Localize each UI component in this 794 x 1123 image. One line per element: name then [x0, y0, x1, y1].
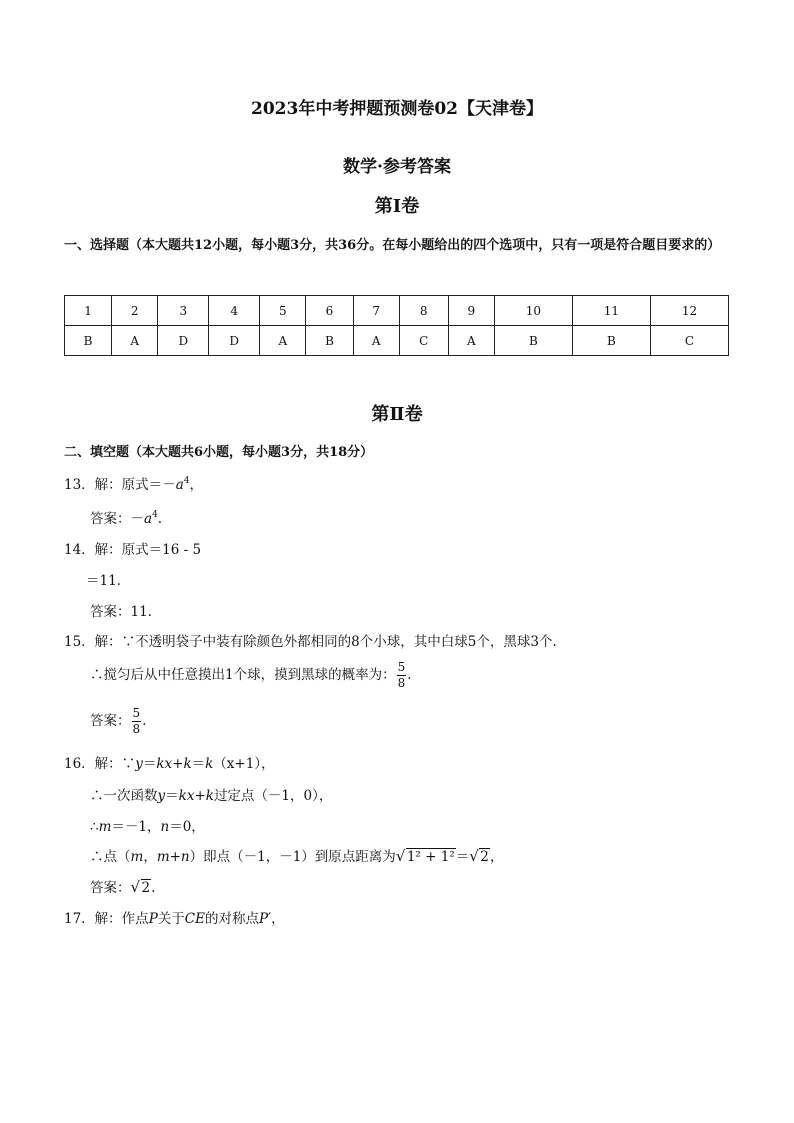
q16-l4-mid: ）即点（－1，－1）到原点距离为 — [189, 849, 396, 865]
q16-l1-y: y — [135, 756, 143, 772]
q16-l1-kx: kx — [156, 756, 173, 772]
answer-cell: D — [209, 326, 260, 356]
section-1-heading: 一、选择题（本大题共12小题，每小题3分，共36分。在每小题给出的四个选项中，只有一项是符合题目要求的） — [64, 238, 721, 253]
answer-cell: B — [494, 326, 572, 356]
q16-l1-pre: 16．解：∵ — [64, 756, 136, 772]
q13-tail: ， — [189, 477, 203, 493]
q17-solution — [64, 907, 285, 927]
q13-var: a — [175, 477, 184, 493]
question-number-cell: 6 — [306, 296, 353, 326]
q16-l4-tail: ， — [489, 849, 504, 865]
q16-solution-line1 — [64, 752, 275, 772]
part-2-title: 第Ⅱ卷 — [371, 404, 423, 425]
answer-cell: B — [65, 326, 112, 356]
q16-l4-m: m — [130, 849, 144, 865]
question-number-cell: 11 — [572, 296, 650, 326]
q16-l3-m: m — [98, 819, 112, 835]
q17-pre: 17．解：作点 — [64, 911, 149, 927]
q16-solution-line3 — [90, 815, 205, 835]
q15-probability-text: ∴搅匀后从中任意摸出1个球，摸到黑球的概率为： — [90, 667, 396, 683]
q17-point-p-prime: P′ — [258, 911, 272, 927]
q16-l3-n: n — [160, 819, 170, 835]
q17-mid2: 的对称点 — [204, 911, 259, 927]
answer-cell: B — [306, 326, 353, 356]
q16-l2-y: y — [157, 788, 166, 804]
q16-l4-comma: ， — [143, 849, 157, 865]
question-number-cell: 3 — [158, 296, 209, 326]
q16-l1-eq2: ＝ — [191, 756, 206, 772]
q17-tail: ， — [271, 911, 285, 927]
q16-solution-line2 — [90, 784, 332, 804]
q16-l2-plus: + — [194, 788, 206, 804]
q15-dot: . — [407, 667, 412, 683]
q16-l2-pre: ∴一次函数 — [90, 788, 158, 804]
answer-cell: D — [158, 326, 209, 356]
q13-answer-tail: . — [157, 511, 163, 527]
answer-cell: B — [572, 326, 650, 356]
answer-cell: A — [353, 326, 399, 356]
q16-l1-eq1: ＝ — [142, 756, 157, 772]
question-number-cell: 12 — [650, 296, 728, 326]
q15-solution: 15．解：∵不透明袋子中装有除颜色外都相同的8个小球，其中白球5个，黑球3个. — [64, 634, 557, 650]
q16-l3-pre: ∴ — [90, 819, 99, 835]
answer-cell: C — [399, 326, 448, 356]
q13-answer-exponent: 4 — [152, 510, 158, 520]
q16-l1-k2: k — [205, 756, 214, 772]
q13-exponent: 4 — [183, 476, 190, 486]
answer-cell: C — [650, 326, 728, 356]
question-number-cell: 10 — [494, 296, 572, 326]
q16-radicand-2: 2 — [480, 849, 489, 865]
q16-answer-sqrt — [131, 880, 152, 896]
answer-table — [64, 295, 729, 356]
radical-sign: √ — [130, 878, 141, 896]
answer-table-answer-row — [65, 326, 729, 356]
q14-result: ＝11. — [86, 573, 121, 589]
q14-solution: 14．解：原式＝16 - 5 — [64, 542, 202, 558]
q15-answer-label: 答案： — [90, 713, 131, 729]
q16-l1-rest: （x+1）， — [213, 756, 275, 772]
q13-answer — [90, 507, 162, 527]
q16-l4-eq: ＝ — [455, 849, 470, 865]
q16-answer-label: 答案： — [90, 880, 131, 896]
q17-line-ce: CE — [184, 911, 205, 927]
q16-l2-eq: ＝ — [165, 788, 179, 804]
page-title: 2023年中考押题预测卷02【天津卷】 — [251, 99, 543, 119]
q14-answer: 答案：11. — [90, 604, 152, 620]
radical-sign: √ — [395, 847, 406, 865]
q15-answer-dot: . — [142, 713, 147, 729]
part-1-title: 第Ⅰ卷 — [374, 196, 420, 217]
radical-sign: √ — [469, 847, 479, 865]
q17-mid: 关于 — [157, 911, 185, 927]
q13-solution — [64, 473, 203, 493]
q16-answer — [90, 876, 155, 896]
q15-answer-denominator: 8 — [132, 722, 141, 736]
question-number-cell: 5 — [260, 296, 306, 326]
q16-answer-dot: . — [151, 880, 156, 896]
question-number-cell: 8 — [399, 296, 448, 326]
q16-l3-mid: ＝－1， — [111, 819, 161, 835]
answer-cell: A — [260, 326, 306, 356]
question-number-cell: 1 — [65, 296, 112, 326]
question-number-cell: 7 — [353, 296, 399, 326]
q16-sqrt-result — [469, 849, 490, 865]
q16-radicand: 1² + 1² — [406, 849, 455, 865]
q13-answer-var: a — [144, 511, 153, 527]
q17-point-p: P — [148, 911, 158, 927]
q16-l2-kx: kx — [178, 788, 195, 804]
q16-answer-radicand: 2 — [141, 880, 151, 896]
q16-sqrt-expression — [396, 849, 456, 865]
section-2-heading: 二、填空题（本大题共6小题，每小题3分，共18分） — [64, 445, 374, 460]
q15-answer-numerator: 5 — [132, 706, 141, 720]
q16-l1-plus: + — [172, 756, 184, 772]
question-number-cell: 4 — [209, 296, 260, 326]
answer-cell: A — [112, 326, 158, 356]
q15-denominator: 8 — [397, 676, 406, 690]
q15-answer-fraction — [132, 706, 142, 737]
q16-l4-mn: m+n — [156, 849, 190, 865]
q16-solution-line4 — [90, 845, 503, 865]
answer-table-number-row — [65, 296, 729, 326]
q15-answer — [90, 706, 146, 737]
q16-l2-k: k — [205, 788, 214, 804]
q16-l1-k: k — [183, 756, 192, 772]
question-number-cell: 2 — [112, 296, 158, 326]
q16-l4-pre: ∴点（ — [90, 849, 131, 865]
answer-cell: A — [448, 326, 494, 356]
page-subtitle: 数学·参考答案 — [343, 157, 451, 177]
q16-l2-rest: 过定点（－1，0）， — [213, 788, 333, 804]
q15-fraction — [397, 660, 407, 691]
question-number-cell: 9 — [448, 296, 494, 326]
q15-numerator: 5 — [397, 660, 406, 674]
q16-l3-rest: ＝0， — [169, 819, 205, 835]
q13-label: 13．解：原式＝－ — [64, 477, 176, 493]
q13-answer-label: 答案：－ — [90, 511, 144, 527]
q15-probability-line — [90, 660, 412, 691]
